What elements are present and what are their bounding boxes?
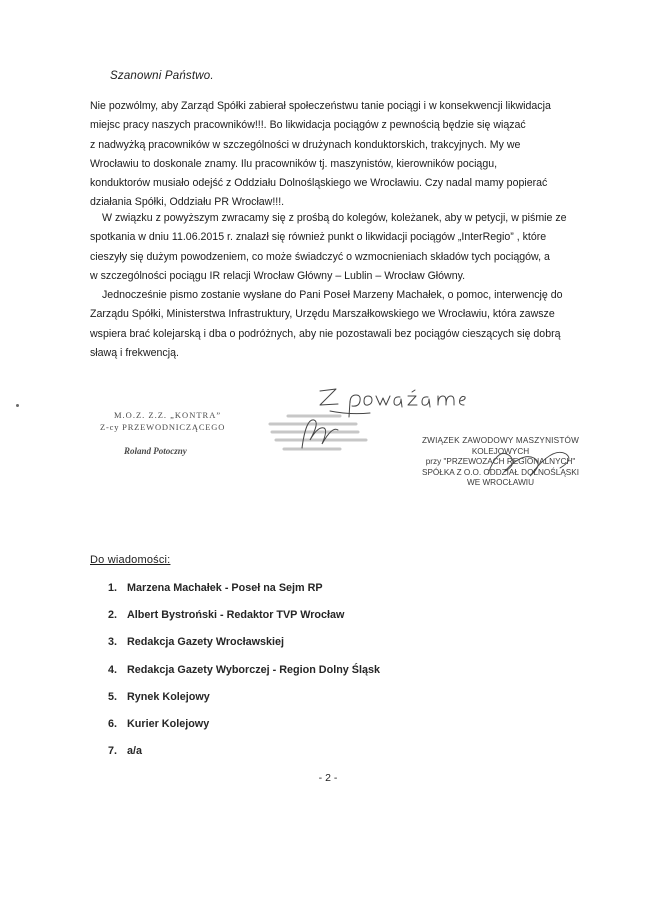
stamp-zzm-line: KOLEJOWYCH — [471, 446, 530, 456]
recipient-name: Kurier Kolejowy — [127, 717, 210, 730]
stamp-zzm-line: SPÓŁKA Z O.O. ODDZIAŁ DOLNOŚLĄSKI — [422, 467, 579, 477]
recipient-name: a/a — [127, 745, 143, 758]
paragraph-3-line: Zarządu Spółki, Ministerstwa Infrastruktury, Urzędu Marszałkowskiego we Wrocławiu, która zawsze — [90, 308, 555, 321]
paragraph-1-line: działania Spółki, Oddziału PR Wrocław!!!. — [90, 196, 285, 209]
stamp-zzm — [418, 436, 583, 496]
recipient-name: Albert Bystroński - Redaktor TVP Wrocław — [127, 609, 345, 622]
recipient-name: Redakcja Gazety Wrocławskiej — [127, 636, 285, 649]
stamp-zzm-line: przy "PRZEWOZACH REGIONALNYCH" — [425, 457, 576, 466]
paragraph-3 — [90, 286, 582, 363]
page-number: - 2 - — [318, 772, 338, 784]
recipient-number: 5. — [108, 690, 118, 703]
paragraph-2-line: w szczególności pociągu IR relacji Wrocław Główny – Lublin – Wrocław Główny. — [90, 269, 466, 282]
stamp-kontra-signatory: Roland Potoczny — [124, 446, 187, 456]
paragraph-2-line: cieszyły się dużym powodzeniem, co może świadczyć o wzmocnieniach składów tych pociągów, a — [90, 250, 550, 263]
paragraph-1-line: konduktorów musiało odejść z Oddziału Dolnośląskiego we Wrocławiu. Czy nadal mamy popierać — [90, 177, 548, 190]
recipient-number: 3. — [108, 636, 118, 649]
recipient-name: Redakcja Gazety Wyborczej - Region Dolny Śląsk — [127, 663, 381, 676]
list-item — [108, 636, 380, 663]
stamp-zzm-line: ZWIĄZEK ZAWODOWY MASZYNISTÓW — [421, 436, 580, 445]
recipient-name: Marzena Machałek - Poseł na Sejm RP — [127, 582, 323, 594]
distribution-heading: Do wiadomości: — [90, 554, 171, 566]
list-item — [108, 582, 380, 609]
paragraph-1-line: Nie pozwólmy, aby Zarząd Spółki zabierał społeczeństwu tanie pociągi i w konsekwencji likwidacja — [90, 100, 551, 112]
paragraph-3-line: sławą i frekwencją. — [90, 346, 179, 359]
list-item — [108, 664, 380, 691]
recipient-number: 6. — [108, 717, 118, 730]
recipient-list — [108, 582, 380, 772]
paragraph-2 — [90, 209, 582, 286]
paragraph-1-line: Wrocławiu to doskonale znamy. Ilu pracowników tj. maszynistów, kierowników pociągu, — [90, 157, 498, 170]
stamp-faint-signature — [258, 412, 378, 462]
paragraph-1 — [90, 97, 582, 213]
list-item — [108, 718, 380, 745]
recipient-number: 2. — [108, 609, 118, 622]
recipient-name: Rynek Kolejowy — [127, 690, 210, 703]
recipient-number: 7. — [108, 745, 118, 758]
recipient-number: 1. — [108, 582, 118, 594]
list-item — [108, 609, 380, 636]
paragraph-2-line: spotkania w dniu 11.06.2015 r. znalazł się również punkt o likwidacji pociągów „InterRegio” , które — [90, 231, 547, 244]
list-item — [108, 745, 380, 772]
stamp-zzm-line: WE WROCŁAWIU — [466, 478, 534, 487]
paragraph-3-line: Jednocześnie pismo zostanie wysłane do Pani Poseł Marzeny Machałek, o pomoc, interwencję do — [102, 289, 563, 301]
paragraph-1-line: z nadwyżką pracowników w szczególności w drużynach konduktorskich, trakcyjnych. My we — [90, 138, 521, 151]
scan-speck — [16, 404, 19, 407]
recipient-number: 4. — [108, 663, 118, 676]
stamp-kontra — [100, 410, 260, 470]
paragraph-3-line: wspiera brać kolejarską i dba o podróżnych, aby nie pozostawali bez pociągów cieszących się dobrą — [90, 327, 561, 340]
stamp-kontra-line: M.O.Z. Z.Z. „KONTRA” — [114, 410, 222, 420]
stamp-kontra-line: Z-cy PRZEWODNICZĄCEGO — [100, 422, 226, 432]
paragraph-2-line: W związku z powyższym zwracamy się z prośbą do kolegów, koleżanek, aby w petycji, w piśmie ze — [102, 212, 567, 224]
salutation: Szanowni Państwo. — [110, 70, 214, 82]
paragraph-1-line: miejsc pracy naszych pracowników!!!. Bo likwidacja pociągów z pewnością będzie się wiązać — [90, 119, 526, 132]
signature-scribble — [478, 444, 578, 486]
list-item — [108, 691, 380, 718]
